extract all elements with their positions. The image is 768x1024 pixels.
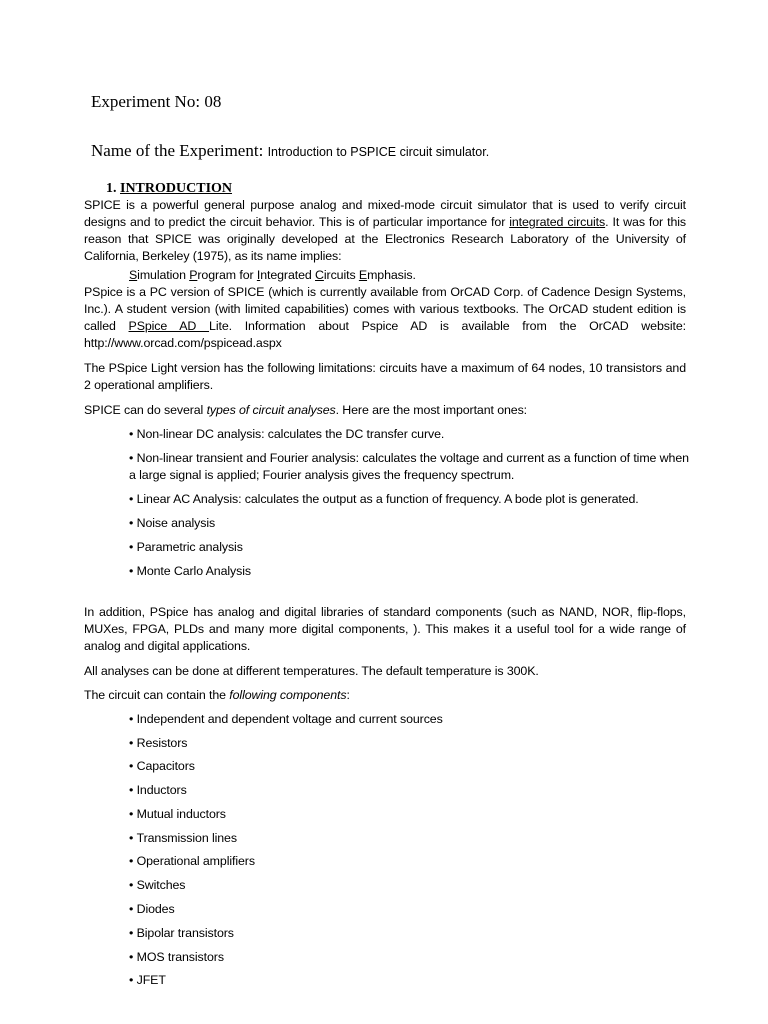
section-title: INTRODUCTION [120,181,233,196]
analyses-intro: SPICE can do several types of circuit analyses. Here are the most important ones: [84,403,528,417]
list-item: • Resistors [129,735,689,752]
list-item: • Non-linear transient and Fourier analysis: calculates the voltage and current as a function of time when a large signal is applied; Fourier analysis gives the frequency spectrum. [129,450,689,484]
experiment-name-value: Introduction to PSPICE circuit simulator. [267,145,490,159]
list-item: • MOS transistors [129,949,689,966]
intro-paragraph-2: PSpice is a PC version of SPICE (which is currently available from OrCAD Corp. of Cadence Design Systems, Inc.). A student version (with limited capabilities) comes with various textbooks. The OrCAD student edition is called PSpice AD Lite. Information about Pspice AD is available from the OrCAD website: http://www.orcad.com/pspicead.aspx [84,285,686,350]
pspice-ad-link[interactable]: PSpice AD [128,319,210,333]
list-item: • Operational amplifiers [129,853,689,870]
list-item: • Inductors [129,782,689,799]
list-item: • Linear AC Analysis: calculates the output as a function of frequency. A bode plot is generated. [129,491,689,508]
limitations-paragraph: The PSpice Light version has the following limitations: circuits have a maximum of 64 nodes, 10 transistors and 2 operational amplifiers. [84,361,686,392]
list-item: • JFET [129,972,689,989]
list-item: • Mutual inductors [129,806,689,823]
section-number: 1. [106,181,117,196]
list-item: • Switches [129,877,689,894]
intro-paragraph-1: SPICE is a powerful general purpose analog and mixed-mode circuit simulator that is used to verify circuit designs and to predict the circuit behavior. This is of particular importance for integrated circuits. It was for this reason that SPICE was originally developed at the Electronics Research Laboratory of the University of California, Berkeley (1975), as its name implies: [84,198,686,263]
list-item: • Non-linear DC analysis: calculates the DC transfer curve. [129,426,689,443]
experiment-heading [91,92,221,112]
list-item: • Monte Carlo Analysis [129,563,689,580]
experiment-number: 08 [204,92,222,111]
components-intro: The circuit can contain the following components: [84,688,350,702]
experiment-name-heading [91,141,489,161]
temperature-paragraph: All analyses can be done at different temperatures. The default temperature is 300K. [84,664,539,678]
integrated-circuits-link[interactable]: integrated circuits [509,215,606,229]
experiment-name-label: Name of the Experiment: [91,141,264,160]
list-item: • Transmission lines [129,830,689,847]
spice-acronym: Simulation Program for Integrated Circuits Emphasis. [129,268,416,282]
section-heading [106,181,232,197]
experiment-label: Experiment No: [91,92,201,111]
libraries-paragraph: In addition, PSpice has analog and digital libraries of standard components (such as NAND, NOR, flip-flops, MUXes, FPGA, PLDs and many more digital components, ). This makes it a useful tool for a wide range of analog and digital applications. [84,605,686,653]
list-item: • Capacitors [129,758,689,775]
list-item: • Diodes [129,901,689,918]
list-item: • Noise analysis [129,515,689,532]
list-item: • Bipolar transistors [129,925,689,942]
list-item: • Parametric analysis [129,539,689,556]
list-item: • Independent and dependent voltage and current sources [129,711,689,728]
